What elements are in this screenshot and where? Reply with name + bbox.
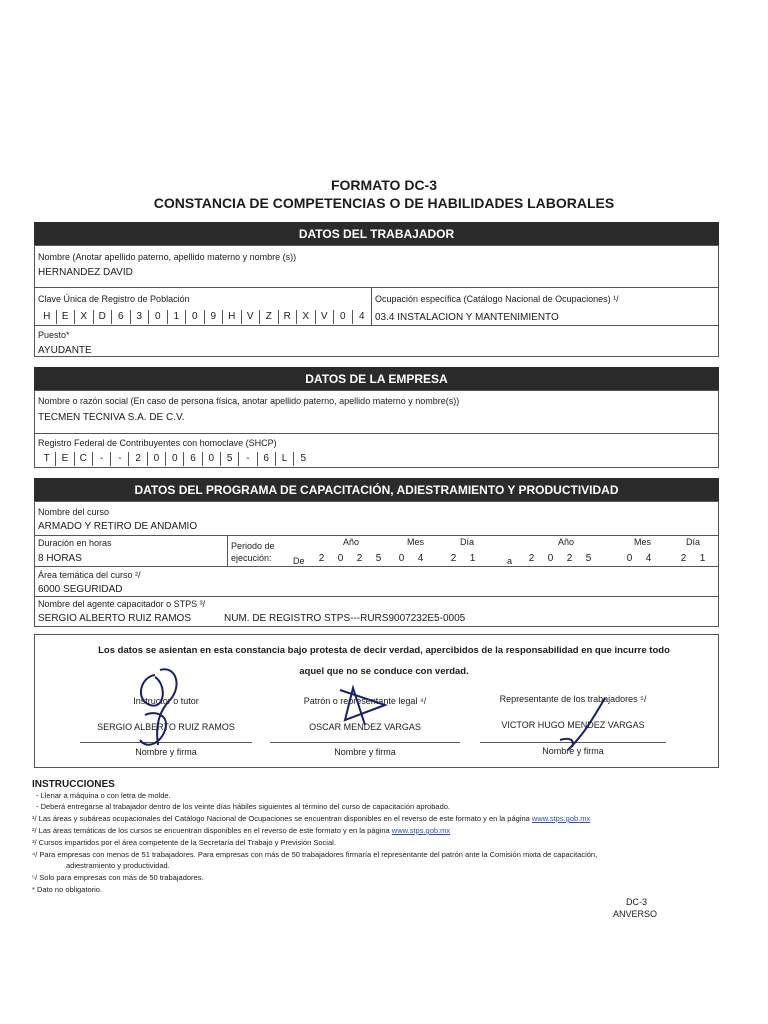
from-year-char: 5 (375, 553, 382, 564)
instruction-line-1: - Llenar a máquina o con letra de molde. (36, 791, 171, 800)
from-day-label: Día (460, 537, 475, 547)
workers-rep-name: VICTOR HUGO MENDEZ VARGAS (501, 720, 645, 730)
stps-link-1[interactable]: www.stps.gob.mx (531, 814, 591, 823)
curp-cells-char: X (297, 310, 316, 324)
form-code-title: FORMATO DC-3 (330, 177, 438, 193)
from-year-label: Año (343, 537, 360, 547)
curp-cells (38, 310, 371, 324)
instruction-line-6b: adiestramiento y productividad. (66, 861, 170, 870)
to-month-digits (620, 552, 658, 566)
period-label: Periodo de (231, 541, 275, 551)
curp-cells-char: 0 (334, 310, 353, 324)
program-section-header: DATOS DEL PROGRAMA DE CAPACITACIÓN, ADIESTRAMIENTO Y PRODUCTIVIDAD (34, 478, 719, 501)
curp-cells-char: 0 (149, 310, 168, 324)
curp-cells-char: 9 (205, 310, 224, 324)
instruction-line-3: ¹/ Las áreas y subáreas ocupacionales del Catálogo Nacional de Ocupaciones se encuentran disponibles en el reverso de este formato y en la página www.stps.gob.mx (32, 814, 591, 823)
from-month-digits (392, 552, 430, 566)
curp-cells-char: 0 (186, 310, 205, 324)
curp-cells-char: E (57, 310, 76, 324)
to-month-char: 4 (645, 553, 652, 564)
rfc-cells-char: C (75, 452, 93, 466)
to-year-label: Año (558, 537, 575, 547)
instruction-line-6: ⁴/ Para empresas con menos de 51 trabajadores. Para empresas con más de 50 trabajadores firmaría el representante del patrón ante la Comisión mixta de capacitación, (32, 850, 598, 859)
duration-value: 8 HORAS (38, 553, 82, 564)
position-label: Puesto* (38, 330, 70, 340)
from-month-char: 4 (417, 553, 424, 564)
company-section-header: DATOS DE LA EMPRESA (34, 367, 719, 390)
worker-section-header: DATOS DEL TRABAJADOR (34, 222, 719, 245)
occupation-label: Ocupación específica (Catálogo Nacional de Ocupaciones) ¹/ (375, 294, 619, 304)
curp-cells-char: R (279, 310, 298, 324)
from-year-char: 2 (356, 553, 363, 564)
curp-cells-char: 4 (358, 311, 365, 322)
curp-cells-char: V (242, 310, 261, 324)
rfc-label: Registro Federal de Contribuyentes con homoclave (SHCP) (38, 438, 277, 448)
workers-rep-title: Representante de los trabajadores ⁵/ (499, 694, 647, 704)
curp-cells-char: 6 (112, 310, 131, 324)
to-month-char: 0 (626, 553, 633, 564)
from-month-label: Mes (407, 537, 425, 547)
to-year-char: 2 (566, 553, 573, 564)
curp-cells-char: 3 (131, 310, 150, 324)
instruction-line-8: * Dato no obligatorio. (32, 885, 103, 894)
declaration-line-2: aquel que no se conduce con verdad. (299, 666, 469, 677)
instructor-name: SERGIO ALBERTO RUIZ RAMOS (97, 722, 235, 732)
to-day-label: Día (686, 537, 701, 547)
rfc-cells-char: L (276, 452, 294, 466)
workers-rep-caption: Nombre y firma (542, 746, 604, 756)
curp-cells-char: Z (260, 310, 279, 324)
rfc-cells-char: 6 (184, 452, 202, 466)
area-value: 6000 SEGURIDAD (38, 584, 123, 595)
from-month-char: 0 (398, 553, 405, 564)
instructor-signature (125, 655, 195, 765)
form-main-title: CONSTANCIA DE COMPETENCIAS O DE HABILIDADES LABORALES (153, 195, 615, 211)
position-value: AYUDANTE (38, 345, 92, 356)
instruction-line-4: ²/ Las áreas temáticas de los cursos se encuentran disponibles en el reverso de este formato y en la página www.stps.gob.mx (32, 826, 451, 835)
rfc-cells-char: 5 (221, 452, 239, 466)
footer-side: ANVERSO (613, 909, 658, 919)
course-value: ARMADO Y RETIRO DE ANDAMIO (38, 521, 198, 532)
rfc-cells-char: T (38, 452, 56, 466)
to-year-digits (522, 552, 598, 566)
footer-code: DC-3 (626, 897, 648, 907)
from-year-char: 0 (337, 553, 344, 564)
instruction-line-2: - Deberá entregarse al trabajador dentro de los veinte días hábiles siguientes al término del curso de capacitación aprobado. (36, 802, 451, 811)
to-day-digits (674, 552, 712, 566)
from-day-char: 2 (450, 553, 457, 564)
company-name-label: Nombre o razón social (En caso de persona física, anotar apellido paterno, apellido materno y nombre(s)) (38, 396, 460, 406)
rfc-cells-char: - (93, 452, 111, 466)
from-day-char: 1 (469, 553, 476, 564)
rfc-cells-char: 5 (300, 453, 307, 464)
to-year-char: 0 (547, 553, 554, 564)
instructions-title: INSTRUCCIONES (32, 779, 115, 790)
rfc-cells-char: 0 (203, 452, 221, 466)
from-year-char: 2 (318, 553, 325, 564)
instruction-line-7: ⁵/ Solo para empresas con más de 50 trabajadores. (32, 873, 204, 882)
rfc-cells-char: 2 (129, 452, 147, 466)
period-label-2: ejecución: (231, 553, 272, 563)
curp-cells-char: H (38, 310, 57, 324)
employer-signature (335, 680, 395, 730)
curp-cells-char: H (223, 310, 242, 324)
company-name-value: TECMEN TECNIVA S.A. DE C.V. (38, 412, 185, 423)
curp-cells-char: V (316, 310, 335, 324)
to-month-label: Mes (634, 537, 652, 547)
rfc-cells-char: 6 (258, 452, 276, 466)
instruction-line-5: ³/ Cursos impartidos por el área competente de la Secretaría del Trabajo y Previsión Social. (32, 838, 336, 847)
rfc-cells-char: - (111, 452, 129, 466)
duration-label: Duración en horas (38, 538, 112, 548)
area-label: Área temática del curso ²/ (38, 570, 141, 580)
curp-cells-char: D (94, 310, 113, 324)
employer-name: OSCAR MENDEZ VARGAS (309, 722, 421, 732)
employer-caption: Nombre y firma (334, 747, 396, 757)
to-day-char: 1 (699, 553, 706, 564)
occupation-value: 03.4 INSTALACION Y MANTENIMIENTO (375, 312, 559, 323)
rfc-cells-char: - (239, 452, 257, 466)
instructor-caption: Nombre y firma (135, 747, 197, 757)
agent-value: SERGIO ALBERTO RUIZ RAMOS (38, 613, 191, 624)
rfc-cells-char: 0 (166, 452, 184, 466)
course-label: Nombre del curso (38, 507, 110, 517)
worker-name-label: Nombre (Anotar apellido paterno, apellido materno y nombre (s)) (38, 252, 297, 262)
curp-cells-char: X (75, 310, 94, 324)
to-year-char: 5 (585, 553, 592, 564)
rfc-cells-char: 0 (148, 452, 166, 466)
rfc-cells-char: E (56, 452, 74, 466)
workers-rep-signature (550, 695, 610, 755)
employer-title: Patrón o representante legal ⁴/ (303, 696, 427, 706)
agent-label: Nombre del agente capacitador o STPS ³/ (38, 599, 206, 609)
to-year-char: 2 (528, 553, 535, 564)
from-label: De (293, 556, 305, 566)
stps-link-2[interactable]: www.stps.gob.mx (391, 826, 451, 835)
curp-label: Clave Única de Registro de Población (38, 294, 190, 304)
rfc-cells (38, 452, 312, 466)
instructor-title: Instructor o tutor (133, 696, 199, 706)
from-day-digits (444, 552, 482, 566)
to-label: a (507, 556, 513, 566)
worker-name-value: HERNANDEZ DAVID (38, 267, 133, 278)
registry-value: NUM. DE REGISTRO STPS---RURS9007232E5-0005 (224, 613, 466, 624)
from-year-digits (312, 552, 388, 566)
declaration-line-1: Los datos se asientan en esta constancia bajo protesta de decir verdad, apercibidos de la responsabilidad en que incurre todo (98, 645, 670, 656)
curp-cells-char: 1 (168, 310, 187, 324)
to-day-char: 2 (680, 553, 687, 564)
